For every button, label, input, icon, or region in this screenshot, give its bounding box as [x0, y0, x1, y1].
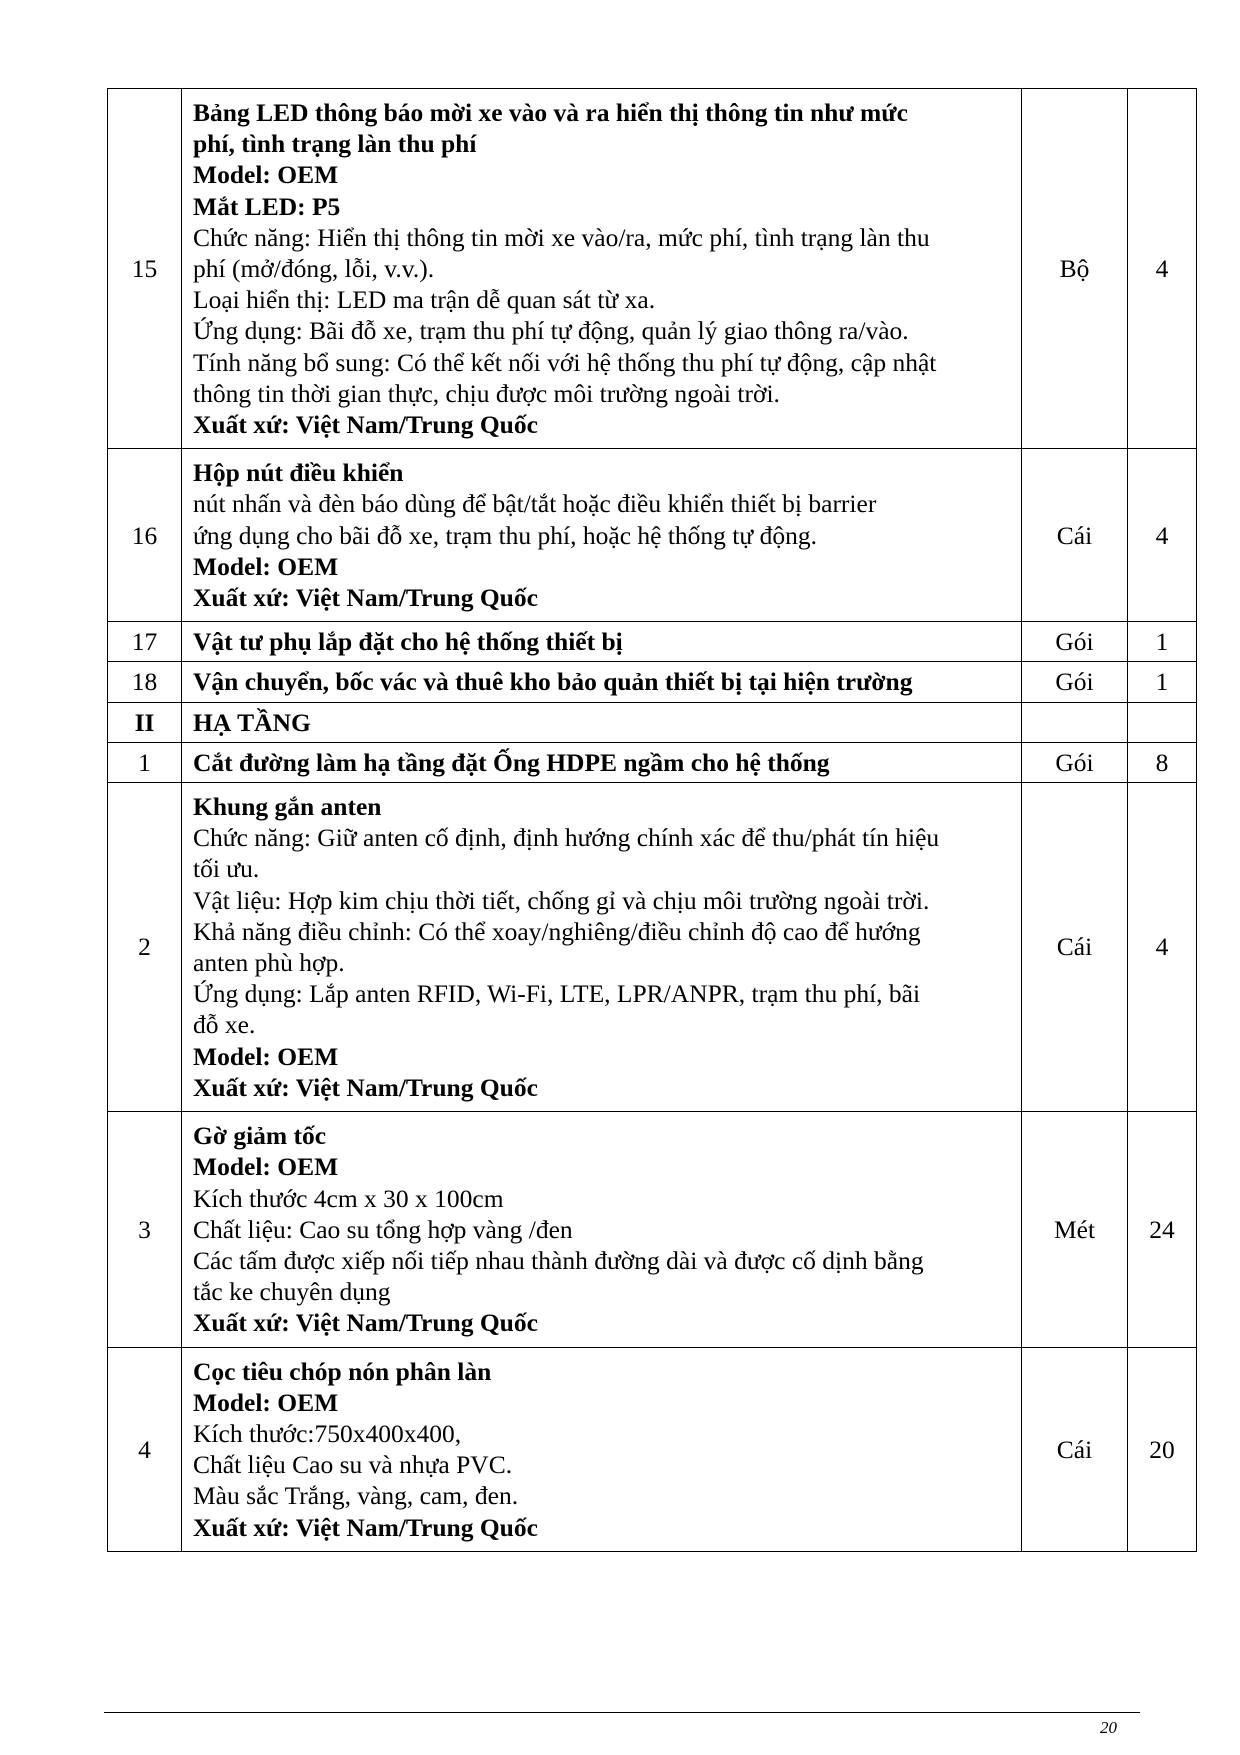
description-heading-line: Cọc tiêu chóp nón phân làn — [193, 1356, 492, 1386]
description-line: tối ưu. — [193, 854, 260, 884]
description-line: Màu sắc Trắng, vàng, cam, đen. — [193, 1481, 519, 1511]
quantity-cell: 1 — [1128, 662, 1197, 702]
description-heading-line: Xuất xứ: Việt Nam/Trung Quốc — [193, 1308, 538, 1338]
quantity-cell: 4 — [1128, 89, 1197, 449]
description-heading-line: Gờ giảm tốc — [193, 1121, 327, 1151]
description-line: ứng dụng cho bãi đỗ xe, trạm thu phí, hoặc hệ thống tự động. — [193, 520, 817, 550]
description-line: Chức năng: Hiển thị thông tin mời xe vào/ra, mức phí, tình trạng làn thu — [193, 222, 930, 252]
unit-cell — [1022, 702, 1128, 742]
description-cell — [182, 89, 1022, 449]
table-row — [108, 1112, 1197, 1347]
description-heading-line: HẠ TẦNG — [193, 707, 311, 737]
description-heading-line: Model: OEM — [193, 1041, 339, 1071]
description-line: Chất liệu: Cao su tổng hợp vàng /đen — [193, 1214, 573, 1244]
description-line: thông tin thời gian thực, chịu được môi trường ngoài trời. — [193, 378, 780, 408]
description-line: Các tấm được xiếp nối tiếp nhau thành đường dài và được cố dịnh bằng — [193, 1245, 924, 1275]
row-number-cell: 4 — [108, 1347, 182, 1551]
description-cell — [182, 702, 1022, 742]
description-line: anten phù hợp. — [193, 948, 345, 978]
row-number-cell: 1 — [108, 742, 182, 782]
quantity-cell: 20 — [1128, 1347, 1197, 1551]
description-heading-line: Xuất xứ: Việt Nam/Trung Quốc — [193, 583, 538, 613]
description-cell — [182, 1112, 1022, 1347]
row-number-cell: 3 — [108, 1112, 182, 1347]
table-row — [108, 1347, 1197, 1551]
spec-table-body — [108, 89, 1197, 1552]
unit-cell: Cái — [1022, 1347, 1128, 1551]
description-line: Ứng dụng: Bãi đỗ xe, trạm thu phí tự động, quản lý giao thông ra/vào. — [193, 316, 909, 346]
description-heading-line: Vận chuyển, bốc vác và thuê kho bảo quản thiết bị tại hiện trường — [193, 667, 913, 697]
description-heading-line: Xuất xứ: Việt Nam/Trung Quốc — [193, 1512, 538, 1542]
description-line: phí (mở/đóng, lỗi, v.v.). — [193, 254, 435, 284]
description-cell — [182, 622, 1022, 662]
description-heading-line: Mắt LED: P5 — [193, 191, 341, 221]
description-cell — [182, 662, 1022, 702]
description-heading-line: Xuất xứ: Việt Nam/Trung Quốc — [193, 410, 538, 440]
description-line: nút nhấn và đèn báo dùng để bật/tắt hoặc điều khiển thiết bị barrier — [193, 489, 877, 519]
description-cell — [182, 1347, 1022, 1551]
table-row — [108, 742, 1197, 782]
description-line: Chất liệu Cao su và nhựa PVC. — [193, 1450, 513, 1480]
description-line: Ứng dụng: Lắp anten RFID, Wi-Fi, LTE, LPR/ANPR, trạm thu phí, bãi — [193, 979, 921, 1009]
description-line: tắc ke chuyên dụng — [193, 1277, 391, 1307]
row-number-cell: 2 — [108, 783, 182, 1112]
description-heading-line: Cắt đường làm hạ tầng đặt Ống HDPE ngầm cho hệ thống — [193, 747, 830, 777]
row-number-cell: 16 — [108, 449, 182, 622]
description-line: đỗ xe. — [193, 1010, 256, 1040]
row-number-cell: 15 — [108, 89, 182, 449]
quantity-cell: 1 — [1128, 622, 1197, 662]
unit-cell: Gói — [1022, 662, 1128, 702]
table-row — [108, 783, 1197, 1112]
description-heading-line: Xuất xứ: Việt Nam/Trung Quốc — [193, 1072, 538, 1102]
description-cell — [182, 783, 1022, 1112]
quantity-cell — [1128, 702, 1197, 742]
description-line: Chức năng: Giữ anten cố định, định hướng chính xác để thu/phát tín hiệu — [193, 823, 940, 853]
description-line: Kích thước 4cm x 30 x 100cm — [193, 1183, 504, 1213]
description-line: Vật liệu: Hợp kim chịu thời tiết, chống gỉ và chịu môi trường ngoài trời. — [193, 885, 930, 915]
footer-divider — [104, 1712, 1140, 1713]
row-number-cell: 18 — [108, 662, 182, 702]
description-heading-line: Model: OEM — [193, 1387, 339, 1417]
description-heading-line: phí, tình trạng làn thu phí — [193, 129, 477, 159]
unit-cell: Gói — [1022, 622, 1128, 662]
quantity-cell: 8 — [1128, 742, 1197, 782]
description-line: Khả năng điều chỉnh: Có thể xoay/nghiêng/điều chỉnh độ cao để hướng — [193, 916, 921, 946]
row-number-cell: II — [108, 702, 182, 742]
quantity-cell: 24 — [1128, 1112, 1197, 1347]
table-row — [108, 449, 1197, 622]
description-cell — [182, 742, 1022, 782]
description-heading-line: Model: OEM — [193, 551, 339, 581]
description-line: Kích thước:750x400x400, — [193, 1418, 462, 1448]
table-row — [108, 89, 1197, 449]
table-row — [108, 622, 1197, 662]
table-row — [108, 662, 1197, 702]
quantity-cell: 4 — [1128, 783, 1197, 1112]
unit-cell: Gói — [1022, 742, 1128, 782]
description-line: Loại hiển thị: LED ma trận dễ quan sát từ xa. — [193, 285, 656, 315]
description-heading-line: Bảng LED thông báo mời xe vào và ra hiển thị thông tin như mức — [193, 98, 908, 127]
equipment-spec-table — [107, 88, 1197, 1552]
unit-cell: Cái — [1022, 449, 1128, 622]
description-heading-line: Hộp nút điều khiển — [193, 458, 404, 488]
table-row — [108, 702, 1197, 742]
description-heading-line: Model: OEM — [193, 1152, 339, 1182]
quantity-cell: 4 — [1128, 449, 1197, 622]
unit-cell: Bộ — [1022, 89, 1128, 449]
description-heading-line: Vật tư phụ lắp đặt cho hệ thống thiết bị — [193, 627, 623, 657]
description-cell — [182, 449, 1022, 622]
page-number: 20 — [1100, 1718, 1117, 1737]
description-heading-line: Model: OEM — [193, 160, 339, 190]
description-heading-line: Khung gắn anten — [193, 792, 382, 822]
description-line: Tính năng bổ sung: Có thể kết nối với hệ thống thu phí tự động, cập nhật — [193, 347, 937, 377]
row-number-cell: 17 — [108, 622, 182, 662]
unit-cell: Cái — [1022, 783, 1128, 1112]
unit-cell: Mét — [1022, 1112, 1128, 1347]
